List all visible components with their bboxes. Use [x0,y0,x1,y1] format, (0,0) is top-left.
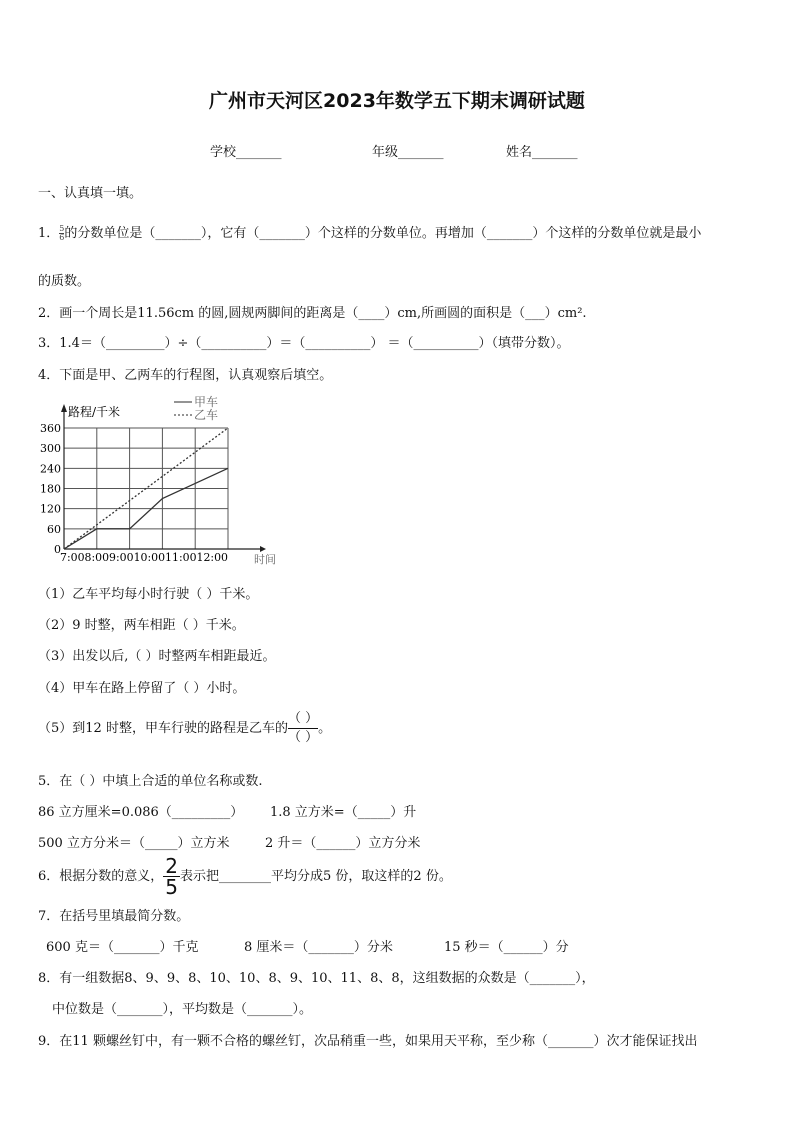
answer-fraction: （ ） （ ） [287,711,319,745]
question-7-b: 8 厘米＝（_______）分米 [244,940,393,955]
grade-field: 年级_______ [372,145,444,160]
page-title: 广州市天河区2023年数学五下期末调研试题 [209,90,585,112]
question-5-row2b: 2 升＝（______）立方分米 [265,836,421,851]
question-4-sub1: （1）乙车平均每小时行驶（ ）千米。 [38,587,259,602]
x-tick-labels: 7:008:009:0010:0011:0012:00 [60,551,228,564]
question-4-stem: 4．下面是甲、乙两车的行程图，认真观察后填空。 [38,368,333,383]
question-5-row1b: 1.8 立方米=（_____）升 [270,805,417,820]
question-4-sub5-text: （5）到12 时整，甲车行驶的路程是乙车的 [38,721,288,736]
question-1-text: 的分数单位是（_______），它有（_______）个这样的分数单位。再增加（_______）个这样的分数单位就是最小 [64,226,702,241]
fraction-two-fifths: $\frac{2}{5}$ [165,854,179,899]
question-4-sub5: （5）到12 时整，甲车行驶的路程是乙车的 （ ） （ ） 。 [38,711,332,745]
question-7-a: 600 克＝（_______）千克 [46,940,199,955]
legend-label: 乙车 [194,408,219,422]
question-8-continued: 中位数是（_______），平均数是（_______）。 [52,1002,313,1017]
school-field: 学校_______ [210,145,282,160]
question-2: 2．画一个周长是11.56cm 的圆,圆规两脚间的距离是（____）cm,所画圆的面积是（___）cm². [38,306,587,321]
y-tick-label: 360 [40,422,61,435]
x-axis-label: 时间 [254,553,276,566]
section-heading: 一、认真填一填。 [38,186,143,201]
fraction-five-sixths: $\frac{5}{6}$ [59,224,65,242]
travel-chart [26,392,276,570]
question-4-sub3: （3）出发以后,（ ）时整两车相距最近。 [38,649,276,664]
legend-label: 甲车 [194,395,219,409]
y-tick-label: 0 [54,543,61,556]
y-tick-label: 120 [40,502,61,516]
name-field: 姓名_______ [506,145,578,160]
y-axis-arrow [61,404,67,412]
y-tick-label: 180 [40,482,61,496]
question-1-continued: 的质数。 [38,274,91,289]
question-4-sub2: （2）9 时整，两车相距（ ）千米。 [38,618,245,633]
question-1 [38,222,701,242]
question-5-row1a: 86 立方厘米=0.086（_________） [38,805,244,820]
question-5-stem: 5．在（ ）中填上合适的单位名称或数. [38,774,263,789]
question-7-c: 15 秒＝（______）分 [444,940,569,955]
y-tick-label: 60 [47,522,61,536]
question-8: 8．有一组数据8、9、9、8、10、10、8、9、10、11、8、8，这组数据的众数是（_______）， [38,971,595,986]
question-4-sub4: （4）甲车在路上停留了（ ）小时。 [38,681,246,696]
question-1-number: 1． [38,226,60,241]
y-tick-label: 240 [40,462,61,476]
question-3: 3．1.4＝（_________）÷（__________）＝（__________） ＝（__________）（填带分数）。 [38,336,570,351]
question-9: 9．在11 颗螺丝钉中，有一颗不合格的螺丝钉，次品稍重一些，如果用天平称，至少称（_______）次才能保证找出 [38,1034,698,1049]
y-axis-label: 路程/千米 [68,405,121,419]
question-6: 6．根据分数的意义， $\frac{2}{5}$ 表示把________平均分成5 份，取这样的2 份。 [38,854,452,899]
question-5-row2a: 500 立方分米＝（_____）立方米 [38,836,230,851]
x-axis-arrow [260,546,266,552]
y-tick-label: 300 [40,442,61,456]
question-7-stem: 7．在括号里填最简分数。 [38,909,190,924]
